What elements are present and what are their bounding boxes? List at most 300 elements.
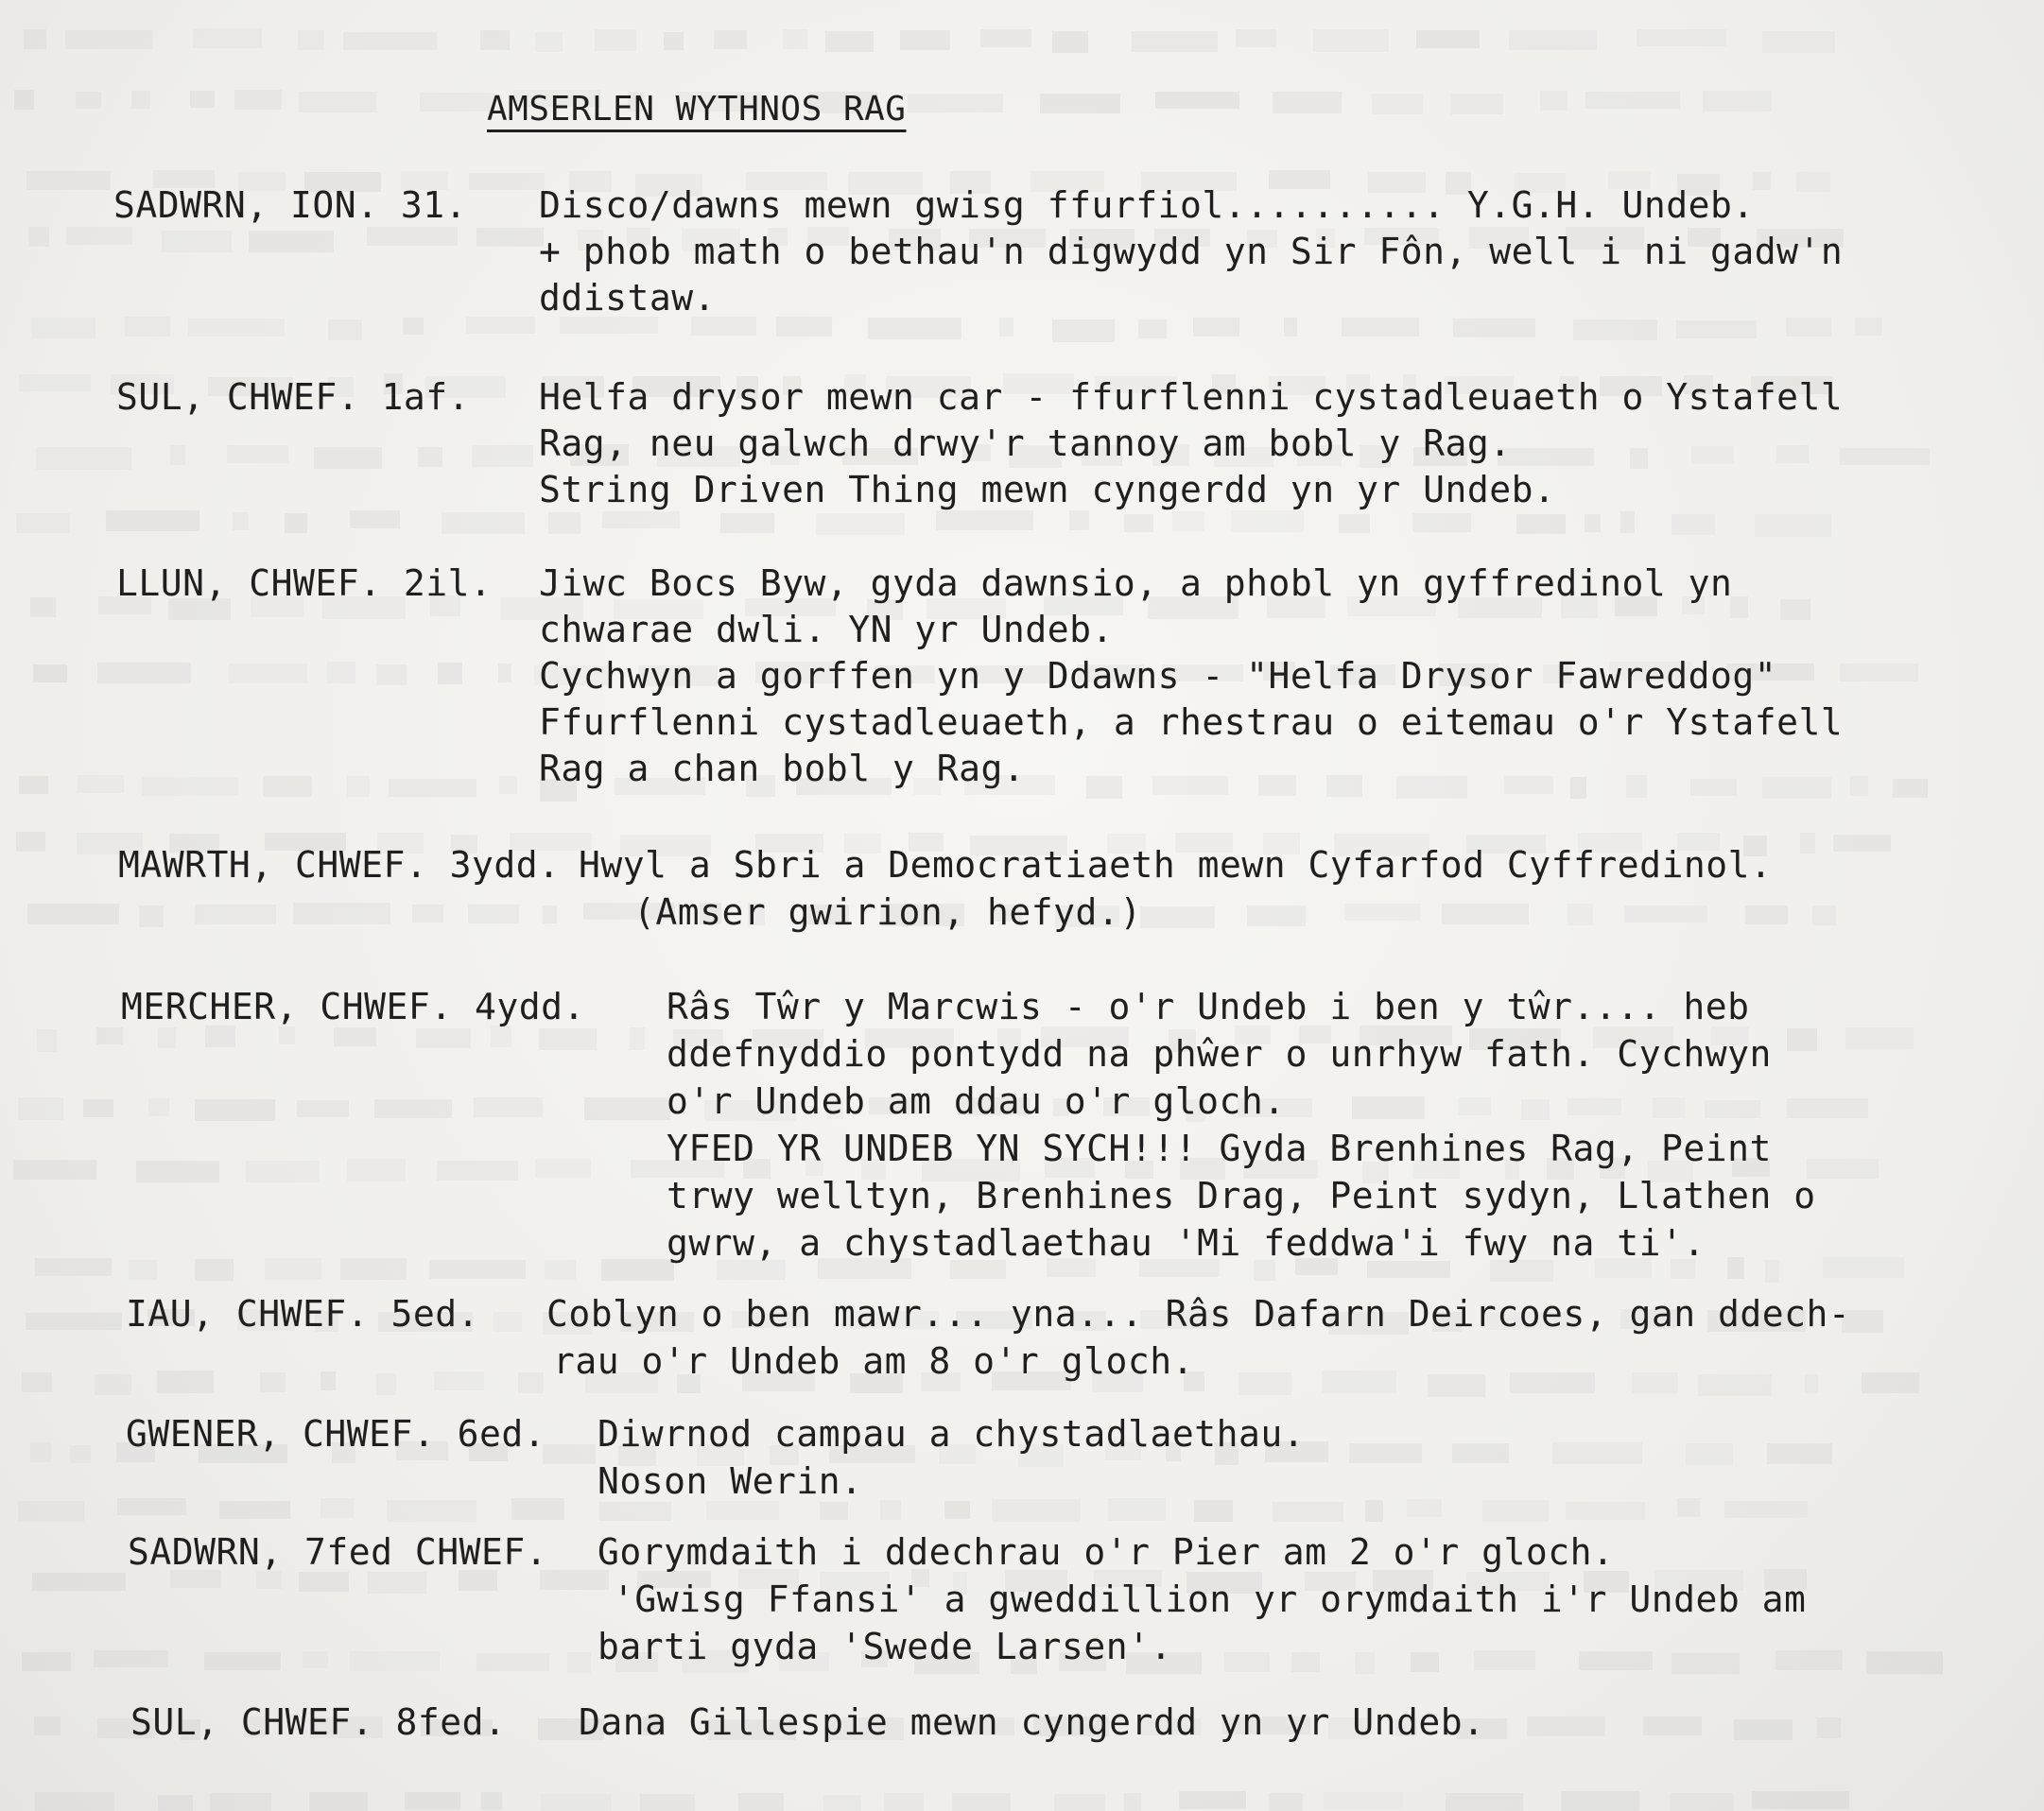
show-through-mark	[1152, 776, 1228, 795]
show-through-mark	[560, 317, 658, 334]
show-through-mark	[34, 1716, 61, 1735]
show-through-mark	[1840, 664, 1918, 681]
show-through-mark	[1845, 1027, 1914, 1049]
show-through-mark	[1637, 29, 1726, 46]
show-through-mark	[476, 1653, 549, 1671]
show-through-mark	[125, 317, 170, 336]
show-through-mark	[1193, 318, 1239, 336]
show-through-mark	[738, 1793, 784, 1811]
show-through-mark	[584, 1097, 670, 1120]
show-through-mark	[545, 1260, 576, 1280]
show-through-mark	[309, 1792, 368, 1811]
show-through-mark	[1800, 833, 1815, 854]
entry-line: Cychwyn a gorffen yn y Ddawns - "Helfa Drysor Fawreddog"	[539, 655, 1777, 697]
show-through-mark	[18, 1501, 84, 1522]
entry-line: Gorymdaith i ddechrau o'r Pier am 2 o'r gloch.	[598, 1531, 1615, 1573]
show-through-mark	[32, 318, 95, 338]
show-through-mark	[1817, 1717, 1841, 1738]
show-through-mark	[320, 1371, 336, 1390]
show-through-mark	[900, 30, 950, 50]
show-through-mark	[999, 318, 1013, 336]
show-through-mark	[334, 1027, 376, 1046]
show-through-mark	[466, 317, 535, 334]
show-through-mark	[1458, 1097, 1491, 1115]
show-through-mark	[1086, 776, 1122, 799]
show-through-mark	[1672, 514, 1715, 535]
show-through-mark	[65, 30, 153, 49]
show-through-mark	[1745, 906, 1788, 924]
entry-line: Diwrnod campau a chystadlaethau.	[598, 1413, 1306, 1455]
show-through-mark	[1691, 446, 1734, 464]
show-through-mark	[1054, 1794, 1105, 1811]
show-through-mark	[148, 1098, 169, 1116]
show-through-mark	[36, 447, 131, 470]
show-through-mark	[1579, 1651, 1653, 1670]
show-through-mark	[992, 1499, 1081, 1522]
show-through-mark	[1342, 318, 1419, 336]
show-through-mark	[1322, 1371, 1396, 1393]
show-through-mark	[1482, 1500, 1549, 1522]
show-through-mark	[1780, 599, 1810, 620]
show-through-mark	[210, 1793, 271, 1811]
entry-line: ddefnyddio pontydd na phŵer o unrhyw fath. Cychwyn	[667, 1033, 1772, 1075]
show-through-mark	[481, 1792, 502, 1810]
show-through-mark	[26, 1313, 122, 1330]
show-through-mark	[691, 317, 756, 336]
show-through-mark	[1179, 1791, 1246, 1809]
show-through-mark	[468, 905, 519, 923]
entry-line: Ffurflenni cystadleuaeth, a rhestrau o eitemau o'r Ystafell	[539, 701, 1844, 743]
show-through-mark	[412, 905, 443, 923]
entry-day: GWENER, CHWEF. 6ed.	[126, 1413, 546, 1455]
show-through-mark	[823, 1795, 861, 1811]
show-through-mark	[1124, 514, 1153, 532]
show-through-mark	[438, 663, 462, 684]
show-through-mark	[1247, 906, 1306, 926]
show-through-mark	[19, 776, 48, 794]
show-through-mark	[720, 513, 774, 533]
show-through-mark	[1273, 1502, 1343, 1522]
show-through-mark	[1561, 1791, 1639, 1811]
show-through-mark	[548, 512, 580, 534]
entry-day: LLUN, CHWEF. 2il.	[116, 562, 493, 604]
show-through-mark	[539, 1028, 597, 1050]
show-through-mark	[1626, 775, 1647, 798]
show-through-mark	[1805, 1374, 1818, 1393]
show-through-mark	[1624, 906, 1707, 923]
entry-line: + phob math o bethau'n digwydd yn Sir Fôn, well i ni gadw'n	[539, 231, 1844, 272]
show-through-mark	[1776, 445, 1809, 463]
show-through-mark	[1765, 1260, 1779, 1283]
entry-day: MAWRTH, CHWEF. 3ydd.	[118, 844, 561, 886]
show-through-mark	[1124, 1793, 1141, 1811]
show-through-mark	[343, 32, 437, 50]
entry-line: String Driven Thing mewn cyngerdd yn yr Undeb.	[539, 469, 1556, 510]
show-through-mark	[320, 1498, 354, 1518]
show-through-mark	[868, 318, 961, 339]
show-through-mark	[437, 1161, 518, 1181]
show-through-mark	[1566, 1502, 1645, 1520]
show-through-mark	[1568, 1098, 1621, 1115]
show-through-mark	[1284, 318, 1297, 336]
show-through-mark	[139, 906, 164, 927]
show-through-mark	[1672, 1653, 1740, 1674]
show-through-mark	[129, 1260, 157, 1280]
show-through-mark	[1498, 448, 1594, 466]
page-title: AMSERLEN WYTHNOS RAG	[487, 90, 907, 129]
show-through-mark	[714, 30, 747, 49]
show-through-mark	[1724, 1501, 1808, 1518]
show-through-mark	[298, 30, 324, 50]
show-through-mark	[1573, 319, 1657, 340]
show-through-mark	[664, 32, 684, 50]
show-through-mark	[640, 1794, 695, 1811]
show-through-mark	[1787, 1028, 1817, 1051]
show-through-mark	[601, 1259, 674, 1281]
show-through-mark	[37, 1029, 57, 1052]
show-through-mark	[389, 779, 476, 797]
show-through-mark	[416, 1028, 471, 1048]
show-through-mark	[367, 227, 458, 246]
show-through-mark	[1823, 1257, 1904, 1278]
show-through-mark	[32, 1573, 126, 1591]
show-through-mark	[219, 1501, 290, 1519]
show-through-mark	[1568, 904, 1593, 925]
show-through-mark	[374, 1099, 452, 1118]
entry-line: 'Gwisg Ffansi' a gweddillion yr orymdaith i'r Undeb am	[613, 1578, 1807, 1620]
show-through-mark	[368, 1572, 426, 1594]
show-through-mark	[1052, 319, 1115, 342]
show-through-mark	[420, 93, 494, 112]
show-through-mark	[162, 231, 232, 252]
show-through-mark	[33, 664, 67, 682]
show-through-mark	[480, 30, 510, 50]
show-through-mark	[350, 510, 400, 528]
show-through-mark	[1416, 30, 1480, 48]
show-through-mark	[16, 832, 45, 852]
show-through-mark	[1653, 1097, 1685, 1118]
show-through-mark	[1690, 779, 1737, 796]
show-through-mark	[1812, 906, 1836, 925]
show-through-mark	[1269, 1793, 1303, 1811]
show-through-mark	[1231, 510, 1304, 532]
show-through-mark	[285, 513, 307, 533]
show-through-mark	[1372, 94, 1423, 114]
entry-line: Rag, neu galwch drwy'r tannoy am bobl y Rag.	[539, 423, 1512, 464]
show-through-mark	[1893, 779, 1928, 798]
show-through-mark	[1585, 92, 1680, 109]
show-through-mark	[1734, 1719, 1793, 1740]
entry-line: YFED YR UNDEB YN SYCH!!! Gyda Brenhines Rag, Peint	[667, 1128, 1772, 1169]
show-through-mark	[1236, 29, 1276, 47]
show-through-mark	[233, 512, 249, 530]
show-through-mark	[30, 1442, 51, 1462]
show-through-mark	[1787, 1098, 1868, 1118]
show-through-mark	[19, 374, 91, 391]
entry-day: SUL, CHWEF. 8fed.	[130, 1701, 507, 1743]
show-through-mark	[543, 1444, 596, 1464]
show-through-mark	[1643, 1716, 1702, 1735]
show-through-mark	[518, 1372, 544, 1393]
show-through-mark	[1442, 904, 1529, 924]
show-through-mark	[595, 29, 636, 51]
show-through-mark	[1324, 1792, 1403, 1809]
entry-line: Helfa drysor mewn car - ffurflenni cystadleuaeth o Ystafell	[539, 376, 1844, 418]
show-through-mark	[158, 1027, 176, 1048]
show-through-mark	[246, 1161, 320, 1182]
show-through-mark	[297, 1100, 349, 1117]
show-through-mark	[1705, 1100, 1760, 1118]
show-through-mark	[193, 28, 262, 48]
entry-line: rau o'r Undeb am 8 o'r gloch.	[553, 1340, 1194, 1382]
show-through-mark	[131, 91, 150, 109]
show-through-mark	[1620, 511, 1635, 533]
show-through-mark	[1396, 776, 1467, 799]
show-through-mark	[1762, 777, 1831, 799]
show-through-mark	[543, 906, 557, 923]
show-through-mark	[602, 511, 680, 528]
entry-line: Disco/dawns mewn gwisg ffurfiol.......... Y.G.H. Undeb.	[539, 184, 1755, 226]
show-through-mark	[1516, 514, 1566, 534]
show-through-mark	[97, 663, 191, 683]
show-through-mark	[1326, 775, 1362, 797]
show-through-mark	[1585, 514, 1601, 532]
show-through-mark	[880, 1500, 901, 1520]
show-through-mark	[936, 510, 1033, 530]
entry-day: IAU, CHWEF. 5ed.	[126, 1293, 480, 1335]
show-through-mark	[1140, 906, 1215, 928]
entry-day: SUL, CHWEF. 1af.	[116, 376, 471, 418]
show-through-mark	[1349, 1443, 1422, 1463]
entry-day: SADWRN, 7fed CHWEF.	[128, 1531, 548, 1573]
show-through-mark	[1352, 1096, 1425, 1119]
show-through-mark	[434, 1371, 484, 1390]
show-through-mark	[314, 447, 382, 469]
show-through-mark	[1052, 31, 1088, 53]
show-through-mark	[96, 1027, 123, 1044]
show-through-mark	[249, 231, 334, 252]
show-through-mark	[70, 1445, 91, 1463]
show-through-mark	[825, 31, 874, 52]
show-through-mark	[1258, 775, 1296, 796]
show-through-mark	[95, 1374, 131, 1395]
show-through-mark	[170, 445, 185, 465]
show-through-mark	[26, 171, 111, 190]
show-through-mark	[498, 664, 511, 682]
entry-line: Noson Werin.	[598, 1460, 863, 1502]
show-through-mark	[136, 1161, 219, 1182]
show-through-mark	[1552, 1442, 1642, 1464]
show-through-mark	[256, 1571, 282, 1589]
show-through-mark	[1855, 318, 1882, 336]
show-through-mark	[347, 1159, 406, 1181]
show-through-mark	[263, 776, 312, 797]
show-through-mark	[205, 1026, 235, 1047]
show-through-mark	[540, 1570, 609, 1590]
show-through-mark	[1365, 1500, 1383, 1522]
show-through-mark	[1239, 1372, 1291, 1395]
show-through-mark	[1446, 1793, 1523, 1811]
show-through-mark	[474, 1097, 543, 1117]
show-through-mark	[952, 1793, 1011, 1811]
show-through-mark	[16, 513, 70, 533]
show-through-mark	[1862, 1372, 1919, 1393]
show-through-mark	[1755, 514, 1831, 537]
show-through-mark	[117, 1498, 186, 1515]
show-through-mark	[1339, 514, 1370, 533]
show-through-mark	[980, 29, 1031, 47]
show-through-mark	[299, 92, 376, 112]
show-through-mark	[469, 173, 545, 190]
entry-line: Rag a chan bobl y Rag.	[539, 748, 1026, 789]
show-through-mark	[279, 1026, 295, 1044]
show-through-mark	[944, 1501, 970, 1519]
show-through-mark	[1677, 1498, 1700, 1517]
entry-day: SADWRN, ION. 31.	[113, 184, 468, 226]
show-through-mark	[303, 1651, 328, 1668]
show-through-mark	[499, 776, 517, 794]
show-through-mark	[1313, 29, 1389, 52]
entry-line: (Amser gwirion, hefyd.)	[633, 891, 1142, 933]
show-through-mark	[1796, 172, 1830, 192]
show-through-mark	[1776, 1650, 1843, 1670]
entry-line: gwrw, a chystadlaethau 'Mi feddwa'i fwy na ti'.	[667, 1222, 1706, 1264]
show-through-mark	[541, 1794, 612, 1811]
show-through-mark	[403, 318, 424, 335]
show-through-mark	[1866, 1651, 1943, 1674]
show-through-mark	[1138, 319, 1167, 338]
show-through-mark	[229, 664, 307, 683]
show-through-mark	[157, 1371, 214, 1393]
show-through-mark	[459, 1570, 497, 1591]
show-through-mark	[1698, 1374, 1772, 1396]
show-through-mark	[1630, 448, 1648, 469]
show-through-mark	[1172, 511, 1204, 531]
show-through-mark	[190, 91, 215, 108]
show-through-mark	[195, 905, 276, 924]
show-through-mark	[1040, 94, 1120, 113]
show-through-mark	[494, 1312, 522, 1332]
show-through-mark	[204, 1652, 281, 1670]
show-through-mark	[76, 92, 101, 109]
show-through-mark	[1676, 320, 1757, 338]
show-through-mark	[27, 904, 119, 924]
show-through-mark	[535, 32, 563, 52]
show-through-mark	[1570, 777, 1586, 799]
show-through-mark	[816, 513, 905, 535]
show-through-mark	[1670, 1793, 1734, 1811]
show-through-mark	[1767, 1443, 1832, 1464]
show-through-mark	[1509, 30, 1597, 50]
show-through-mark	[387, 1500, 476, 1522]
show-through-mark	[35, 1792, 114, 1811]
show-through-mark	[1273, 92, 1342, 113]
entry-line: Râs Tŵr y Marcwis - o'r Undeb i ben y tŵr.... heb	[667, 986, 1750, 1027]
show-through-mark	[1452, 1443, 1509, 1463]
show-through-mark	[1540, 91, 1568, 111]
show-through-mark	[195, 1099, 275, 1121]
show-through-mark	[142, 777, 238, 796]
show-through-mark	[1807, 1159, 1879, 1179]
entry-line: Dana Gillespie mewn cyngerdd yn yr Undeb.	[579, 1701, 1485, 1743]
entry-line: Coblyn o ben mawr... yna... Râs Dafarn Deircoes, gan ddech-	[546, 1293, 1851, 1335]
show-through-mark	[265, 1258, 321, 1280]
show-through-mark	[22, 1652, 71, 1671]
show-through-mark	[1521, 1099, 1550, 1120]
show-through-mark	[1510, 1372, 1595, 1393]
entry-line: Jiwc Bocs Byw, gyda dawnsio, a phobl yn gyffredinol yn	[539, 562, 1733, 604]
entry-line: Hwyl a Sbri a Democratiaeth mewn Cyfarfod Cyffredinol.	[579, 844, 1773, 886]
show-through-mark	[227, 445, 288, 463]
show-through-mark	[884, 1793, 924, 1811]
show-through-mark	[567, 1652, 591, 1673]
show-through-mark	[328, 319, 362, 340]
show-through-mark	[22, 1372, 52, 1392]
show-through-mark	[347, 776, 370, 797]
show-through-mark	[14, 90, 34, 110]
show-through-mark	[376, 664, 407, 685]
show-through-mark	[195, 1259, 234, 1281]
show-through-mark	[1355, 1652, 1375, 1674]
show-through-mark	[1428, 1374, 1485, 1397]
show-through-mark	[511, 1498, 564, 1520]
show-through-mark	[776, 317, 832, 336]
show-through-mark	[630, 1027, 645, 1050]
show-through-mark	[472, 445, 533, 467]
show-through-mark	[30, 597, 56, 617]
show-through-mark	[599, 1502, 671, 1521]
show-through-mark	[1412, 513, 1471, 532]
show-through-mark	[1224, 1652, 1270, 1672]
show-through-mark	[1840, 448, 1930, 465]
show-through-mark	[13, 1160, 96, 1180]
show-through-mark	[260, 1372, 286, 1392]
show-through-mark	[1850, 776, 1868, 796]
entry-line: ddistaw.	[539, 277, 717, 319]
show-through-mark	[706, 1501, 779, 1520]
show-through-mark	[476, 228, 544, 247]
show-through-mark	[820, 1502, 848, 1520]
show-through-mark	[1155, 92, 1239, 109]
show-through-mark	[293, 903, 390, 924]
show-through-mark	[1504, 776, 1553, 794]
entry-line: trwy welltyn, Brenhines Drag, Peint sydyn, Llathen o	[667, 1175, 1816, 1216]
show-through-mark	[1833, 835, 1891, 852]
show-through-mark	[24, 29, 46, 49]
show-through-mark	[83, 1099, 113, 1117]
show-through-mark	[35, 1258, 112, 1276]
show-through-mark	[18, 1097, 63, 1120]
show-through-mark	[1194, 1500, 1233, 1522]
show-through-mark	[1108, 1498, 1166, 1521]
show-through-mark	[1730, 596, 1748, 618]
show-through-mark	[340, 1258, 407, 1280]
show-through-mark	[1686, 1443, 1733, 1465]
show-through-mark	[376, 1373, 396, 1395]
show-through-mark	[234, 90, 282, 110]
show-through-mark	[94, 1650, 168, 1667]
show-through-mark	[106, 510, 199, 531]
show-through-mark	[188, 319, 285, 336]
show-through-mark	[1407, 1499, 1442, 1517]
show-through-mark	[1762, 31, 1835, 53]
show-through-mark	[442, 512, 525, 534]
entry-day: MERCHER, CHWEF. 4ydd.	[121, 986, 585, 1027]
show-through-mark	[1344, 904, 1420, 921]
show-through-mark	[1753, 172, 1771, 190]
entry-line: o'r Undeb am ddau o'r gloch.	[667, 1080, 1286, 1122]
show-through-mark	[1291, 1652, 1320, 1672]
